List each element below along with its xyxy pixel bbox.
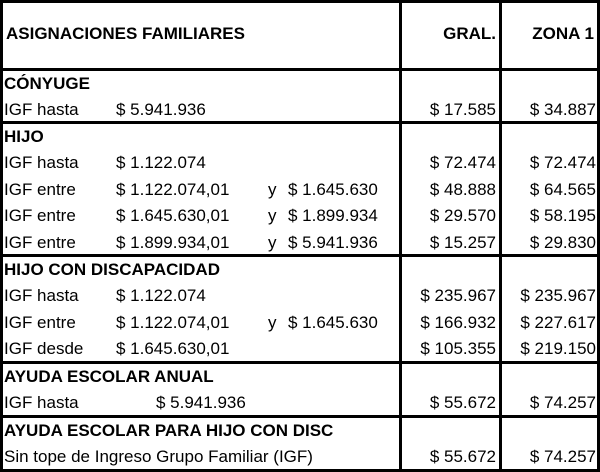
row-label: IGF hasta (4, 153, 79, 172)
section-title-row (0, 124, 600, 151)
table-row (0, 336, 600, 363)
row-amount-zona: $ 227.617 (520, 312, 596, 332)
column-header-zona: ZONA 1 (532, 24, 594, 43)
row-amount-gral: $ 55.672 (429, 447, 496, 466)
row-label: IGF hasta (4, 100, 79, 119)
row-amount-gral: $ 166.932 (420, 312, 496, 332)
table-row (0, 97, 600, 124)
row-label: IGF hasta (4, 393, 79, 412)
divider (0, 415, 600, 418)
row-value-from: $ 1.122.074,01 (116, 179, 230, 199)
row-value-to: $ 5.941.936 (288, 232, 378, 252)
row-value-from: $ 1.122.074 (116, 153, 206, 172)
section-title-row (0, 418, 600, 445)
row-label: IGF desde (4, 339, 84, 358)
row-amount-gral: $ 72.474 (429, 153, 496, 172)
row-conjunction: y (268, 312, 277, 332)
table-title: ASIGNACIONES FAMILIARES (6, 24, 245, 43)
divider (0, 361, 600, 364)
row-amount-gral: $ 17.585 (429, 100, 496, 119)
column-divider (499, 0, 502, 472)
table-row (0, 444, 600, 471)
row-amount-zona: $ 74.257 (529, 393, 596, 412)
divider (0, 121, 600, 124)
table-row (0, 203, 600, 230)
row-amount-zona: $ 219.150 (520, 339, 596, 358)
row-amount-gral: $ 105.355 (420, 339, 496, 358)
section-title-conyuge: CÓNYUGE (4, 74, 90, 93)
section-title-hijo-discapacidad: HIJO CON DISCAPACIDAD (4, 260, 220, 279)
column-header-gral: GRAL. (443, 24, 496, 43)
section-title-ayuda-escolar: AYUDA ESCOLAR ANUAL (4, 367, 214, 386)
table-row (0, 177, 600, 204)
section-title-row (0, 71, 600, 98)
section-title-hijo: HIJO (4, 127, 44, 146)
row-conjunction: y (268, 232, 277, 252)
row-amount-zona: $ 72.474 (529, 153, 596, 172)
table-row (0, 230, 600, 257)
row-label: IGF hasta (4, 286, 79, 305)
row-value-to: $ 1.645.630 (288, 312, 378, 332)
row-value-from: $ 5.941.936 (116, 100, 206, 119)
row-label: IGF entre (4, 179, 76, 199)
row-value-from: $ 1.122.074 (116, 286, 206, 305)
border-left (0, 0, 3, 472)
row-amount-zona: $ 29.830 (529, 232, 596, 252)
row-conjunction: y (268, 206, 277, 225)
table-row (0, 390, 600, 417)
row-amount-gral: $ 235.967 (420, 286, 496, 305)
row-value-to: $ 1.899.934 (288, 206, 378, 225)
section-title-row (0, 257, 600, 284)
row-amount-gral: $ 29.570 (429, 206, 496, 225)
table-header (0, 0, 600, 68)
row-amount-zona: $ 58.195 (529, 206, 596, 225)
row-conjunction: y (268, 179, 277, 199)
column-divider (399, 0, 402, 472)
table-row (0, 310, 600, 337)
row-value-from: $ 1.122.074,01 (116, 312, 230, 332)
row-amount-gral: $ 55.672 (429, 393, 496, 412)
border-top (0, 0, 600, 3)
row-amount-zona: $ 34.887 (529, 100, 596, 119)
table-row (0, 150, 600, 177)
row-amount-gral: $ 48.888 (429, 179, 496, 199)
divider (0, 254, 600, 257)
row-value-to: $ 1.645.630 (288, 179, 378, 199)
row-label: Sin tope de Ingreso Grupo Familiar (IGF) (4, 447, 313, 466)
row-value-from: $ 1.645.630,01 (116, 339, 230, 358)
row-value-from: $ 1.645.630,01 (116, 206, 230, 225)
row-label: IGF entre (4, 312, 76, 332)
table-row (0, 283, 600, 310)
row-amount-zona: $ 235.967 (520, 286, 596, 305)
row-amount-gral: $ 15.257 (429, 232, 496, 252)
row-amount-zona: $ 74.257 (529, 447, 596, 466)
section-title-row (0, 364, 600, 391)
divider (0, 68, 600, 71)
section-title-ayuda-escolar-disc: AYUDA ESCOLAR PARA HIJO CON DISC (4, 421, 334, 440)
row-value-from: $ 5.941.936 (156, 393, 246, 412)
row-label: IGF entre (4, 206, 76, 225)
row-label: IGF entre (4, 232, 76, 252)
row-value-from: $ 1.899.934,01 (116, 232, 230, 252)
row-amount-zona: $ 64.565 (529, 179, 596, 199)
